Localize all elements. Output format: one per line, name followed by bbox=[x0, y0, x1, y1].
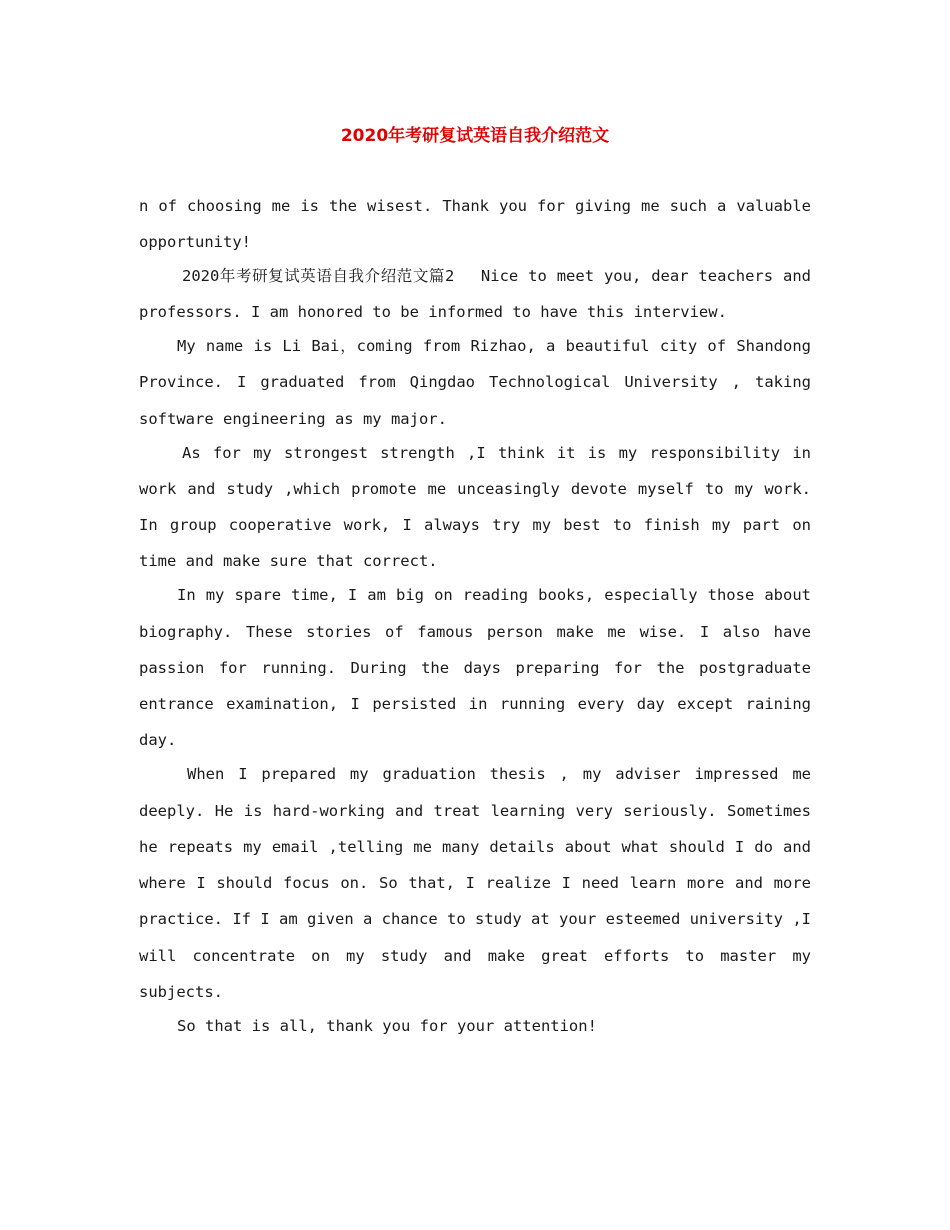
paragraph-5: In my spare time, I am big on reading books, especially those about biography. These stories of famous person make me wise. I also have passion for running. During the days preparing for the postgraduate entrance examination, I persisted in running every day except raining day. bbox=[139, 586, 811, 750]
paragraph-6: When I prepared my graduation thesis , my adviser impressed me deeply. He is hard-working and treat learning very seriously. Sometimes he repeats my email ,telling me many details about what should I do and where I should focus on. So that, I realize I need learn more and more practice. If I am given a chance to study at your esteemed university ,I will concentrate on my study and make great efforts to master my subjects. bbox=[139, 765, 811, 1002]
paragraph-3: My name is Li Bai，coming from Rizhao, a beautiful city of Shandong Province. I graduated from Qingdao Technological University , taking software engineering as my major. bbox=[139, 337, 811, 428]
paragraph-7: So that is all, thank you for your attention! bbox=[177, 1016, 597, 1035]
document-body bbox=[139, 188, 811, 1042]
document-title: 2020年考研复试英语自我介绍范文 bbox=[340, 126, 610, 146]
paragraph-1: n of choosing me is the wisest. Thank you for giving me such a valuable opportunity! bbox=[139, 197, 811, 252]
paragraph-2: 2020年考研复试英语自我介绍范文篇2 Nice to meet you, dear teachers and professors. I am honored to be informed to have this interview. bbox=[139, 267, 811, 322]
paragraph-4: As for my strongest strength ,I think it is my responsibility in work and study ,which promote me unceasingly devote myself to my work. In group cooperative work, I always try my best to finish my part on time and make sure that correct. bbox=[139, 443, 811, 571]
